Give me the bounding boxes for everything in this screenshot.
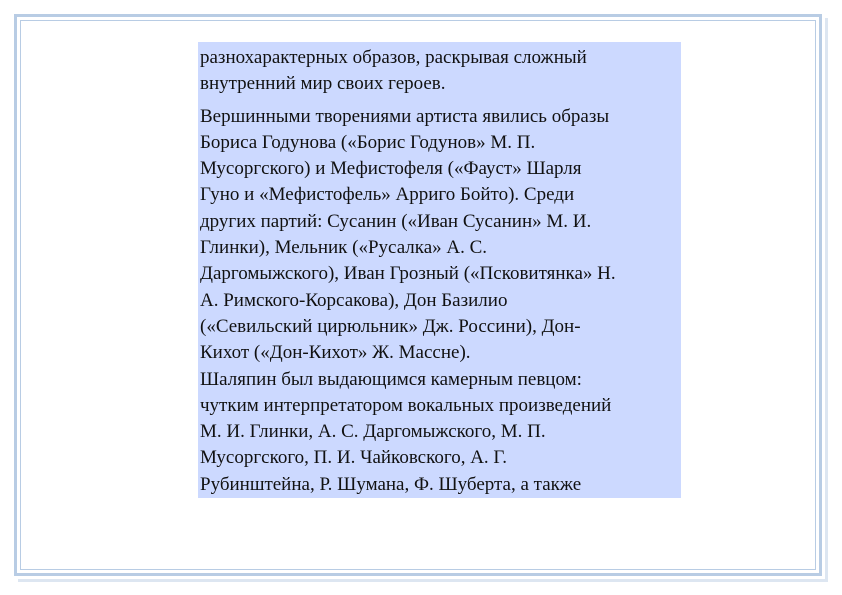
text-line: внутренний мир своих героев. [200,73,446,95]
text-line: Гуно и «Мефистофель» Арриго Бойто). Среди [200,184,575,206]
text-line: А. Римского-Корсакова), Дон Базилио [200,289,508,311]
text-line: Мусоргского) и Мефистофеля («Фауст» Шарля [200,158,582,180]
text-line: Глинки), Мельник («Русалка» А. С. [200,237,488,259]
text-line: («Севильский цирюльник» Дж. Россини), Дон- [200,315,581,337]
text-line: Вершинными творениями артиста явились образы [200,105,610,127]
text-block [198,42,681,498]
paragraph-1 [200,45,681,98]
text-line: Рубинштейна, Р. Шумана, Ф. Шуберта, а также [200,473,582,495]
text-line: других партий: Сусанин («Иван Сусанин» М. И. [200,210,592,232]
text-line: Даргомыжского), Иван Грозный («Псковитянка» Н. [200,263,616,285]
text-line: Мусоргского, П. И. Чайковского, А. Г. [200,447,508,469]
text-line: Шаляпин был выдающимся камерным певцом: [200,368,582,390]
text-line: чутким интерпретатором вокальных произведений [200,394,612,416]
paragraph-3 [200,367,681,498]
text-line: Кихот («Дон-Кихот» Ж. Массне). [200,342,471,364]
text-line: разнохарактерных образов, раскрывая сложный [200,47,587,68]
text-line: М. И. Глинки, А. С. Даргомыжского, М. П. [200,421,546,443]
text-line: Бориса Годунова («Борис Годунов» М. П. [200,131,536,153]
paragraph-2 [200,104,681,367]
